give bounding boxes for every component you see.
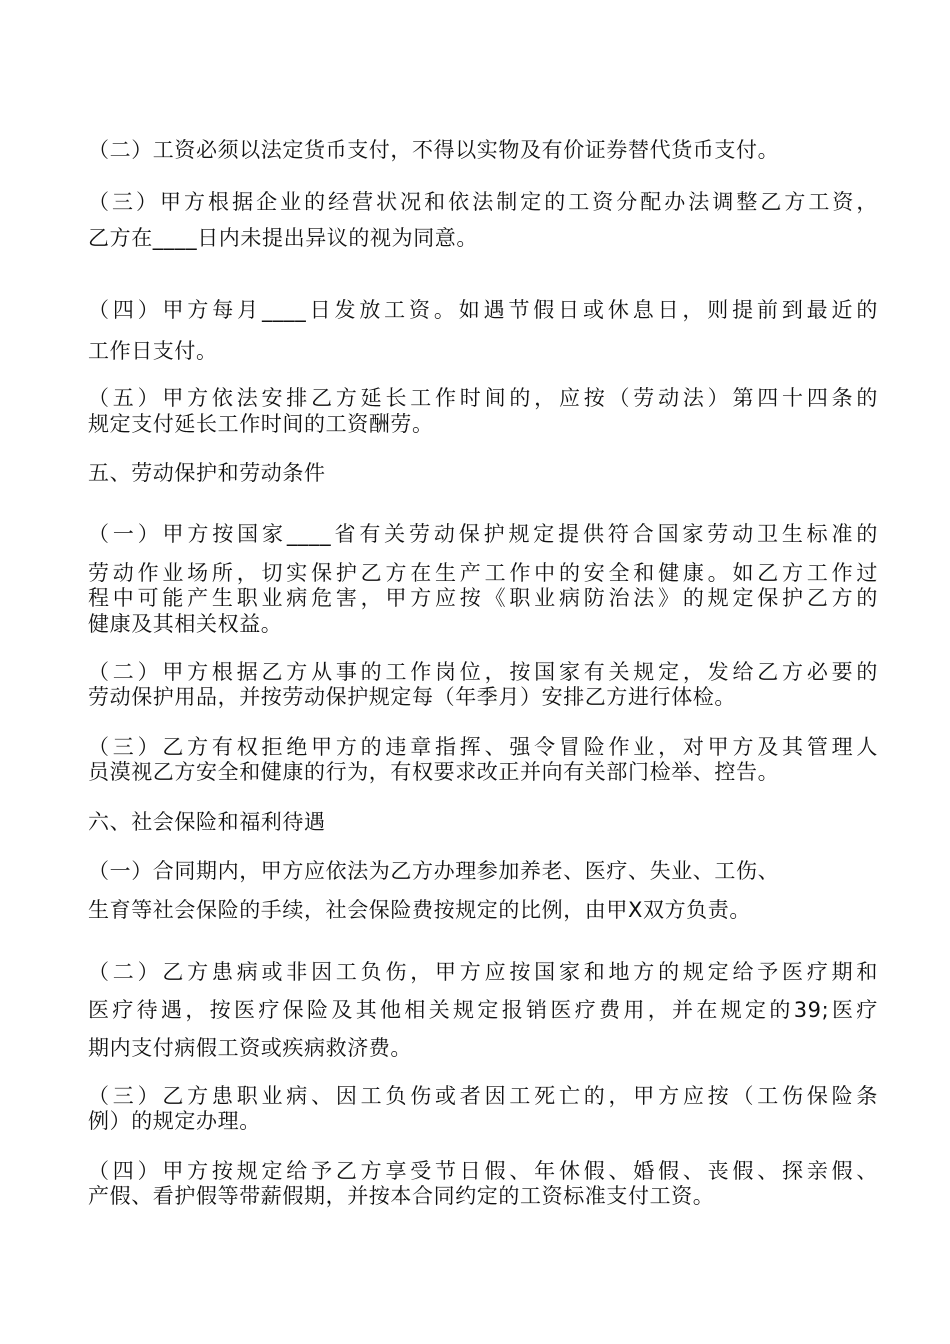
text-line: 例）的规定办理。 (88, 1109, 261, 1133)
text-line: 劳动作业场所，切实保护乙方在生产工作中的安全和健康。如乙方工作过 (88, 561, 878, 585)
text-line: 健康及其相关权益。 (88, 612, 283, 636)
text-line: （三）乙方有权拒绝甲方的违章指挥、强令冒险作业，对甲方及其管理人 (88, 735, 878, 759)
text-line: （四）甲方按规定给予乙方享受节日假、年休假、婚假、丧假、探亲假、 (88, 1159, 878, 1183)
text-line: 期内支付病假工资或疾病救济费。 (88, 1036, 412, 1060)
text-line: 乙方在____日内未提出异议的视为同意。 (88, 226, 478, 250)
text-line: 员漠视乙方安全和健康的行为，有权要求改正并向有关部门检举、控告。 (88, 760, 780, 784)
text-line: 生育等社会保险的手续，社会保险费按规定的比例，由甲X双方负责。 (88, 898, 751, 922)
section-heading: 六、社会保险和福利待遇 (88, 810, 326, 834)
text-line: （二）甲方根据乙方从事的工作岗位，按国家有关规定，发给乙方必要的 (88, 660, 878, 684)
section-heading: 五、劳动保护和劳动条件 (88, 461, 326, 485)
text-line: 工作日支付。 (88, 339, 218, 363)
text-line: 劳动保护用品，并按劳动保护规定每（年季月）安排乙方进行体检。 (88, 685, 736, 709)
text-line: 医疗待遇，按医疗保险及其他相关规定报销医疗费用，并在规定的39;医疗 (88, 998, 878, 1022)
text-line: （三）甲方根据企业的经营状况和依法制定的工资分配办法调整乙方工资， (88, 190, 878, 214)
text-line: （四）甲方每月____日发放工资。如遇节假日或休息日，则提前到最近的 (88, 298, 878, 322)
text-line: （一）甲方按国家____省有关劳动保护规定提供符合国家劳动卫生标准的 (88, 522, 878, 546)
text-line: （二）工资必须以法定货币支付，不得以实物及有价证券替代货币支付。 (88, 138, 780, 162)
text-line: 产假、看护假等带薪假期，并按本合同约定的工资标准支付工资。 (88, 1184, 715, 1208)
text-line: 程中可能产生职业病危害，甲方应按《职业病防治法》的规定保护乙方的 (88, 586, 878, 610)
text-line: （二）乙方患病或非因工负伤，甲方应按国家和地方的规定给予医疗期和 (88, 960, 878, 984)
text-line: （一）合同期内，甲方应依法为乙方办理参加养老、医疗、失业、工伤、 (88, 859, 780, 883)
text-line: （五）甲方依法安排乙方延长工作时间的，应按（劳动法）第四十四条的 (88, 386, 878, 410)
text-line: 规定支付延长工作时间的工资酬劳。 (88, 412, 434, 436)
text-line: （三）乙方患职业病、因工负伤或者因工死亡的，甲方应按（工伤保险条 (88, 1084, 878, 1108)
